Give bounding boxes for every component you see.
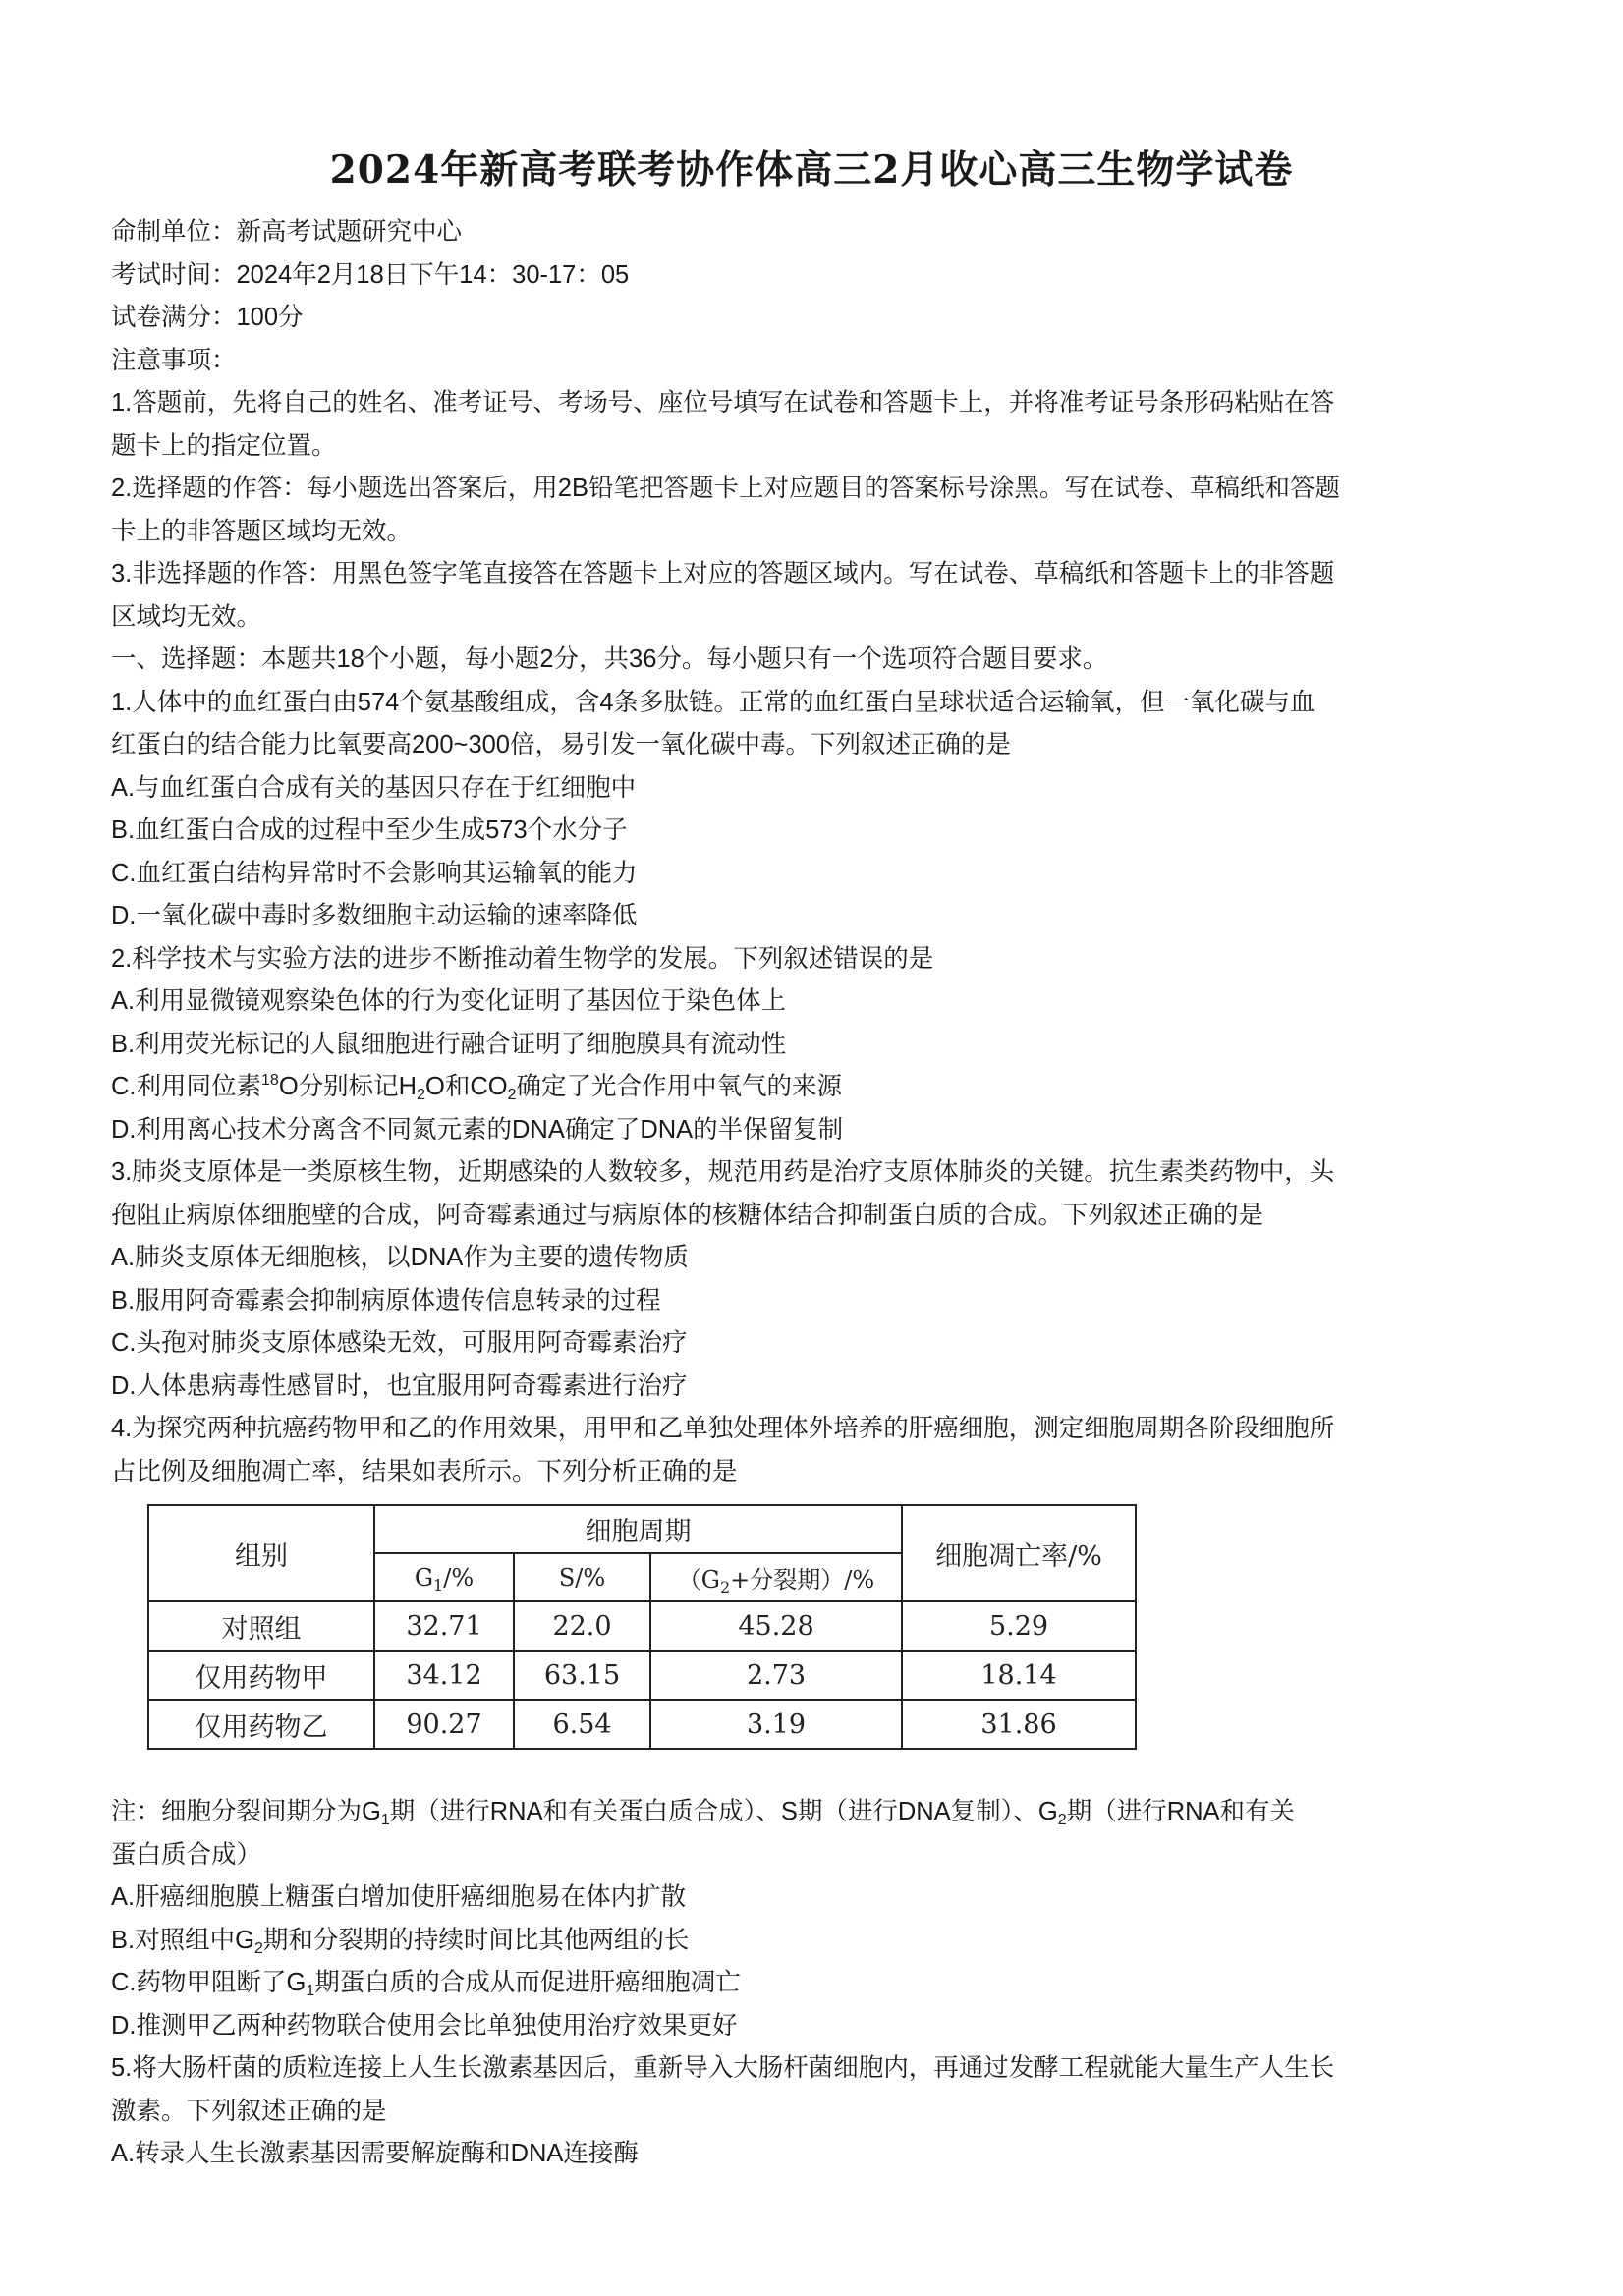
notice-1-line2: 题卡上的指定位置。 [111,431,337,460]
q3-stem-line1: 3.肺炎支原体是一类原核生物，近期感染的人数较多，规范用药是治疗支原体肺炎的关键。抗生素类药物中，头 [111,1158,1335,1186]
q5-stem-line1: 5.将大肠杆菌的质粒连接上人生长激素基因后，重新导入大肠杆菌细胞内，再通过发酵工程就能大量生产人生长 [111,2054,1335,2082]
q4-stem-line2: 占比例及细胞凋亡率，结果如表所示。下列分析正确的是 [111,1457,738,1485]
row-g1: 34.12 [374,1651,514,1700]
q3-stem-line2: 孢阻止病原体细胞壁的合成，阿奇霉素通过与病原体的核糖体结合抑制蛋白质的合成。下列叙述正确的是 [111,1201,1264,1229]
row-group: 对照组 [148,1601,374,1651]
q3-option-d: D.人体患病毒性感冒时，也宜服用阿奇霉素进行治疗 [111,1372,688,1400]
q1-option-c: C.血红蛋白结构异常时不会影响其运输氧的能力 [111,859,638,887]
q3-option-a: A.肺炎支原体无细胞核，以DNA作为主要的遗传物质 [111,1244,689,1271]
header-cell-cycle: 细胞周期 [374,1505,902,1553]
table-row [148,1651,1136,1700]
q5-option-a: A.转录人生长激素基因需要解旋酶和DNA连接酶 [111,2140,639,2167]
q1-option-b: B.血红蛋白合成的过程中至少生成573个水分子 [111,816,628,844]
q4-note-line2: 蛋白质合成） [111,1840,262,1869]
exam-time: 考试时间：2024年2月18日下午14：30-17：05 [111,260,630,289]
q2-option-b: B.利用荧光标记的人鼠细胞进行融合证明了细胞膜具有流动性 [111,1030,787,1058]
notice-1-line1: 1.答题前，先将自己的姓名、准考证号、考场号、座位号填写在试卷和答题卡上，并将准考证号条形码粘贴在答 [111,389,1335,417]
exam-title: 2024年新高考联考协作体高三2月收心高三生物学试卷 [329,147,1294,193]
header-g1: $G_1/\%$ [374,1553,514,1601]
header-s: S/% [514,1553,650,1601]
row-g1: 32.71 [374,1601,514,1651]
q1-stem-line2: 红蛋白的结合能力比氧要高200~300倍，易引发一氧化碳中毒。下列叙述正确的是 [111,731,1011,758]
notice-title: 注意事项： [111,346,237,374]
row-s: 6.54 [514,1700,650,1749]
q2-option-c: C.利用同位素$^{18}$O分别标记$H_2O$和$CO_2$确定了光合作用中氧气的来源 [111,1072,842,1103]
row-apoptosis: 31.86 [902,1700,1136,1749]
full-score: 试卷满分：100分 [111,304,304,331]
q4-note-line1: 注：细胞分裂间期分为$G_1$期（进行RNA和有关蛋白质合成）、S期（进行DNA复制）、$G_2$期（进行RNA和有关 [111,1798,1296,1828]
header-group: 组别 [148,1505,374,1601]
notice-2-line1: 2.选择题的作答：每小题选出答案后，用2B铅笔把答题卡上对应题目的答案标号涂黑。写在试卷、草稿纸和答题 [111,475,1340,502]
q2-stem: 2.科学技术与实验方法的进步不断推动着生物学的发展。下列叙述错误的是 [111,944,934,973]
compile-unit: 命制单位：新高考试题研究中心 [111,218,463,246]
notice-3-line2: 区域均无效。 [111,602,262,631]
q4-option-d: D.推测甲乙两种药物联合使用会比单独使用治疗效果更好 [111,2011,738,2040]
table-row [148,1601,1136,1651]
cell-cycle-table-wrapper [147,1504,1137,1750]
q3-option-c: C.头孢对肺炎支原体感染无效，可服用阿奇霉素治疗 [111,1329,688,1357]
row-group: 仅用药物甲 [148,1651,374,1700]
row-s: 22.0 [514,1601,650,1651]
exam-body-lower [111,1791,1526,2176]
table-row [148,1700,1136,1749]
row-s: 63.15 [514,1651,650,1700]
row-g1: 90.27 [374,1700,514,1749]
header-apoptosis: 细胞凋亡率/% [902,1505,1136,1601]
section-1-heading: 一、选择题：本题共18个小题，每小题2分，共36分。每小题只有一个选项符合题目要求。 [111,645,1108,673]
q2-option-d: D.利用离心技术分离含不同氮元素的DNA确定了DNA的半保留复制 [111,1115,844,1144]
q5-stem-line2: 激素。下列叙述正确的是 [111,2097,387,2125]
row-apoptosis: 18.14 [902,1651,1136,1700]
cell-cycle-table [147,1504,1137,1750]
notice-3-line1: 3.非选择题的作答：用黑色签字笔直接答在答题卡上对应的答题区域内。写在试卷、草稿纸和答题卡上的非答题 [111,560,1335,588]
q4-option-b: B.对照组中$G_2$期和分裂期的持续时间比其他两组的长 [111,1926,690,1957]
exam-header [111,211,1526,1493]
q4-option-c: C.药物甲阻断了$G_1$期蛋白质的合成从而促进肝癌细胞凋亡 [111,1969,741,1999]
header-g2m: （$G_2+$分裂期）/% [650,1553,902,1601]
row-g2m: 3.19 [650,1700,902,1749]
notice-2-line2: 卡上的非答题区域均无效。 [111,517,413,545]
q1-stem-line1: 1.人体中的血红蛋白由574个氨基酸组成，含4条多肽链。正常的血红蛋白呈球状适合运输氧，但一氧化碳与血 [111,688,1315,716]
q4-stem-line1: 4.为探究两种抗癌药物甲和乙的作用效果，用甲和乙单独处理体外培养的肝癌细胞，测定细胞周期各阶段细胞所 [111,1415,1335,1442]
row-group: 仅用药物乙 [148,1700,374,1749]
row-g2m: 2.73 [650,1651,902,1700]
q2-option-a: A.利用显微镜观察染色体的行为变化证明了基因位于染色体上 [111,987,787,1015]
q4-option-a: A.肝癌细胞膜上糖蛋白增加使肝癌细胞易在体内扩散 [111,1883,687,1911]
row-g2m: 45.28 [650,1601,902,1651]
q3-option-b: B.服用阿奇霉素会抑制病原体遗传信息转录的过程 [111,1286,661,1315]
q1-option-d: D.一氧化碳中毒时多数细胞主动运输的速率降低 [111,902,638,929]
q1-option-a: A.与血红蛋白合成有关的基因只存在于红细胞中 [111,773,637,802]
row-apoptosis: 5.29 [902,1601,1136,1651]
